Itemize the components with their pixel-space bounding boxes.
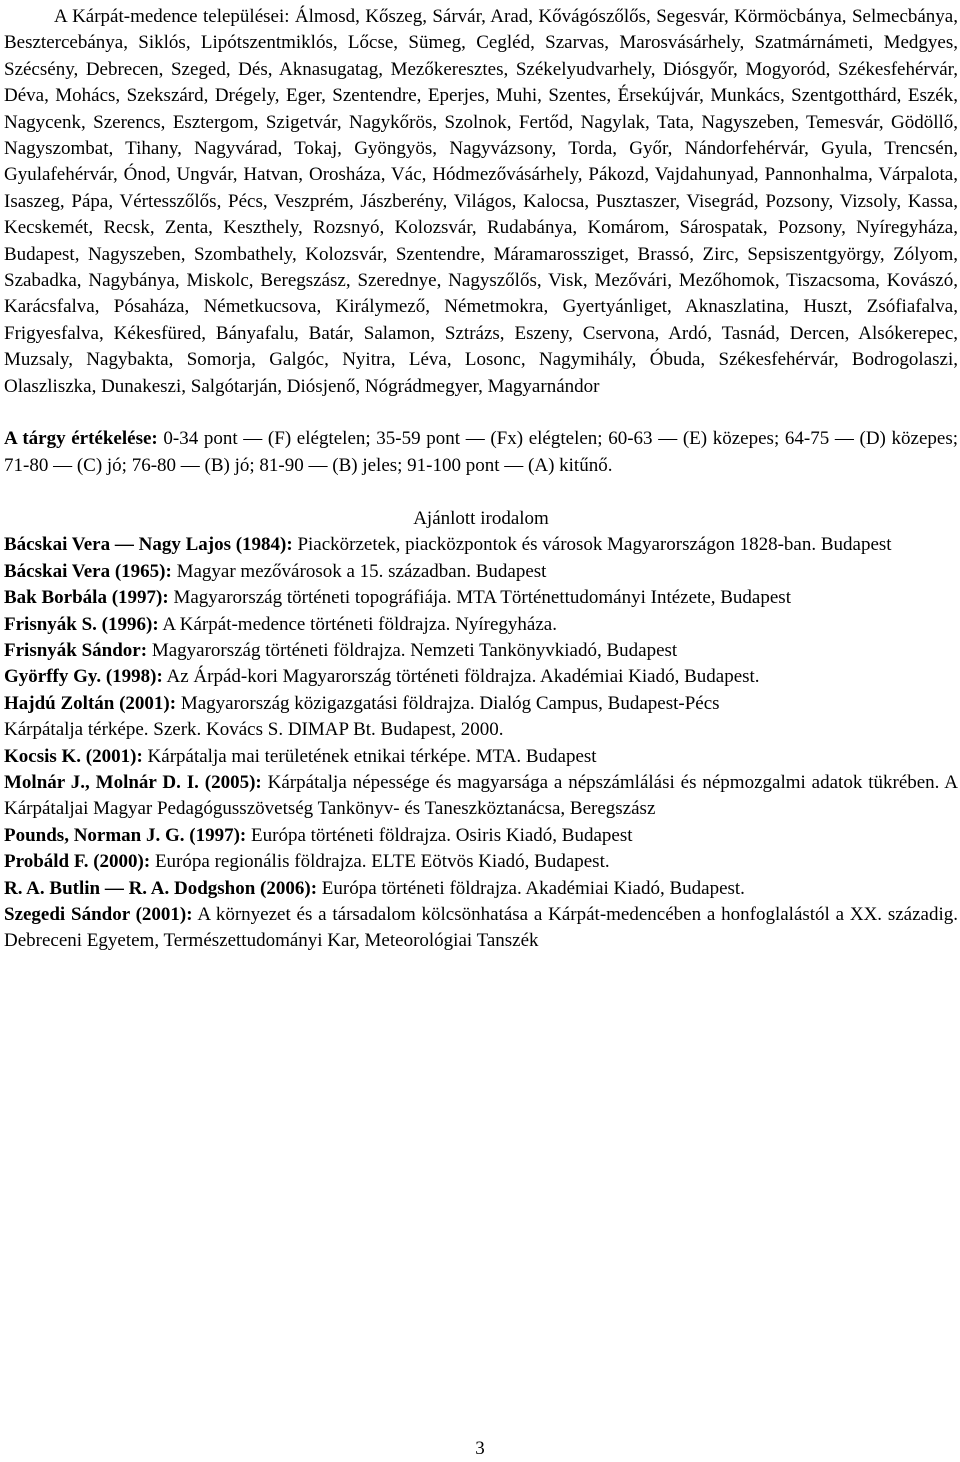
reference-text: Európa regionális földrajza. ELTE Eötvös Kiadó, Budapest. [150,851,610,873]
reference-author: Bak Borbála (1997): [4,587,169,609]
reference-author: Hajdú Zoltán (2001): [4,692,177,714]
reference-author: Frisnyák Sándor: [4,639,148,661]
page-number: 3 [475,1438,485,1459]
grading-label: A tárgy értékelése: [4,428,158,450]
reference-text: Európa történeti földrajza. Osiris Kiadó, Budapest [246,824,633,846]
reference-author: Frisnyák S. (1996): [4,613,159,635]
grading-paragraph [4,426,958,479]
reference-text: Európa történeti földrajza. Akadémiai Kiadó, Budapest. [317,877,745,899]
reference-text: Kárpátalja népessége és magyarsága a népszámlálási és népmozgalmi adatok tükrében. A Kárpátaljai Magyar Pedagógusszövetség Tankönyv- és Taneszköztanácsa, Beregszász [4,771,958,820]
reference-item [4,585,958,611]
reference-item [4,770,958,823]
reference-item [4,849,958,875]
reference-item [4,823,958,849]
reference-item [4,559,958,585]
reference-item [4,744,958,770]
reference-text: Az Árpád-kori Magyarország történeti földrajza. Akadémiai Kiadó, Budapest. [162,666,760,688]
reference-item [4,532,958,558]
reference-text: Piackörzetek, piacközpontok és városok Magyarországon 1828-ban. Budapest [292,534,892,556]
reference-text: Magyar mezővárosok a 15. században. Budapest [171,560,547,582]
reference-author: Szegedi Sándor (2001): [4,904,193,925]
settlements-paragraph: A Kárpát-medence települései: Álmosd, Kőszeg, Sárvár, Arad, Kővágószőlős, Segesvár, Körmöcbánya, Selmecbánya, Besztercebánya, Siklós, Lipótszentmiklós, Lőcse, Sümeg, Cegléd, Szarvas, Marosvásárhely, Szatmárnámeti, Medgyes, Szécsény, Debrecen, Szeged, Dés, Aknasugatag, Mezőkeresztes, Székelyudvarhely, Diósgyőr, Mogyoród, Székesfehérvár, Déva, Mohács, Szekszárd, Drégely, Eger, Szentendre, Eperjes, Muhi, Szentes, Érsekújvár, Munkács, Szentgotthárd, Eszék, Nagycenk, Szerencs, Esztergom, Szigetvár, Nagykőrös, Szolnok, Fertőd, Nagylak, Tata, Nagyszeben, Temesvár, Gödöllő, Nagyszombat, Tihany, Nagyvárad, Tokaj, Gyöngyös, Nagyvázsony, Torda, Győr, Nándorfehérvár, Gyula, Trencsén, Gyulafehérvár, Ónod, Ungvár, Hatvan, Orosháza, Vác, Hódmezővásárhely, Pákozd, Vajdahunyad, Pannonhalma, Várpalota, Isaszeg, Pápa, Vértesszőlős, Pécs, Veszprém, Jászberény, Világos, Kalocsa, Pusztaszer, Visegrád, Pozsony, Vizsoly, Kassa, Kecskemét, Recsk, Zenta, Keszthely, Rozsnyó, Kolozsvár, Rudabánya, Komárom, Sárospatak, Pozsony, Nyíregyháza, Budapest, Nagyszeben, Szombathely, Kolozsvár, Szentendre, Máramarossziget, Brassó, Zirc, Sepsiszentgyörgy, Zólyom, Szabadka, Nagybánya, Miskolc, Beregszász, Szerednye, Nagyszőlős, Visk, Mezővári, Mezőhomok, Tiszacsoma, Kovászó, Karácsfalva, Pósaháza, Németkucsova, Királymező, Németmokra, Gyertyánliget, Aknaszlatina, Huszt, Zsófiafalva, Frigyesfalva, Kékesfüred, Bányafalu, Batár, Salamon, Sztrázs, Eszeny, Cservona, Ardó, Tasnád, Dercen, Alsókerepec, Muzsaly, Nagybakta, Somorja, Galgóc, Nyitra, Léva, Losonc, Nagymihály, Óbuda, Székesfehérvár, Bodrogolaszi, Olaszliszka, Dunakeszi, Salgótarján, Diósjenő, Nógrádmegyer, Magyarnándor [4,6,958,397]
literature-list [4,532,958,955]
reference-text: A környezet és a társadalom kölcsönhatása a Kárpát-medencében a honfoglalástól a XX. századig. Debreceni Egyetem, Természettudományi Kar, Meteorológiai Tanszék [4,904,959,952]
reference-author: Kocsis K. (2001): [4,745,143,767]
reference-item [4,638,958,664]
reference-author: Probáld F. (2000): [4,851,151,873]
reference-item [4,664,958,690]
reference-item [4,612,958,638]
reference-author: R. A. Butlin — R. A. Dodgshon (2006): [4,877,318,899]
reference-author: Molnár J., Molnár D. I. (2005): [4,771,262,793]
reference-item [4,717,958,743]
reference-item [4,691,958,717]
reference-text: Magyarország közigazgatási földrajza. Dialóg Campus, Budapest-Pécs [176,692,720,714]
grading-text: 0-34 pont — (F) elégtelen; 35-59 pont — (Fx) elégtelen; 60-63 — (E) közepes; 64-75 — (D) közepes; 71-80 — (C) jó; 76-80 — (B) jó; 81-90 — (B) jeles; 91-100 pont — (A) kitűnő. [4,428,958,476]
document-page [4,4,958,955]
reference-text: Kárpátalja mai területének etnikai térképe. MTA. Budapest [142,745,597,767]
reference-text: A Kárpát-medence történeti földrajza. Nyíregyháza. [158,613,557,635]
literature-title: Ajánlott irodalom [413,507,549,529]
reference-item [4,902,958,955]
reference-text: Magyarország történeti topográfiája. MTA Történettudományi Intézete, Budapest [168,587,791,609]
reference-text: Kárpátalja térképe. Szerk. Kovács S. DIMAP Bt. Budapest, 2000. [4,719,504,741]
reference-author: Bácskai Vera — Nagy Lajos (1984): [4,534,293,556]
reference-author: Györffy Gy. (1998): [4,666,163,688]
reference-text: Magyarország történeti földrajza. Nemzeti Tankönyvkiadó, Budapest [147,639,678,661]
reference-author: Pounds, Norman J. G. (1997): [4,824,247,846]
reference-author: Bácskai Vera (1965): [4,560,172,582]
reference-item [4,876,958,902]
